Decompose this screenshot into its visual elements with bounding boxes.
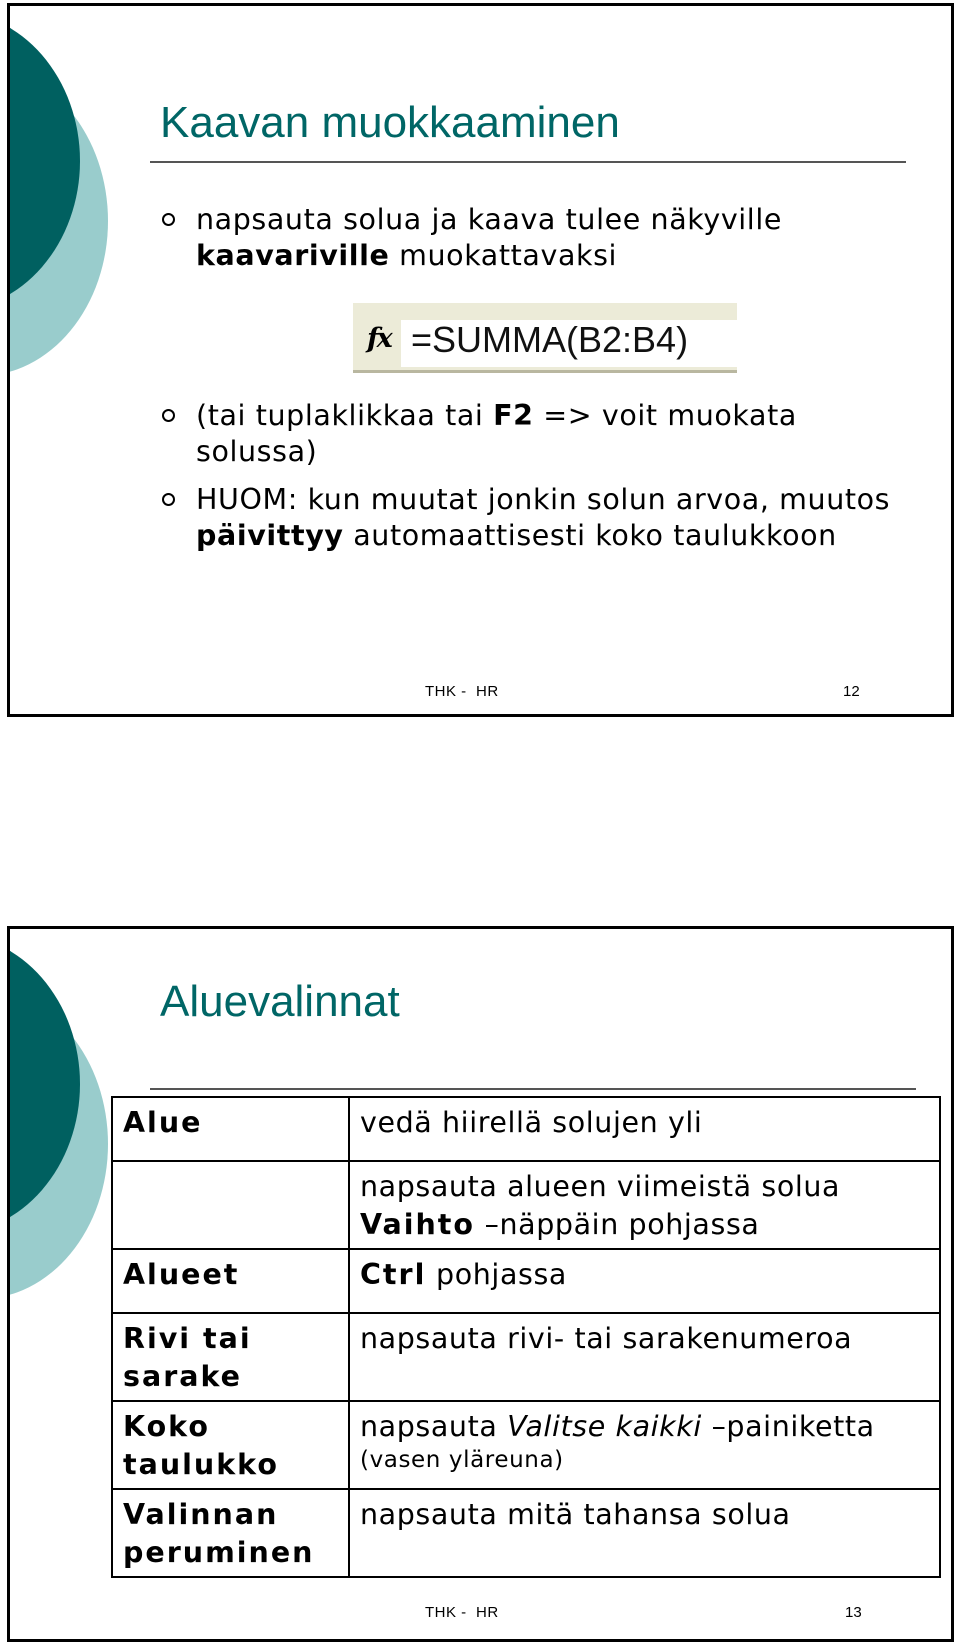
slide-12 — [7, 3, 954, 717]
bullet-text: napsauta solua ja kaava tulee näkyville — [196, 203, 782, 236]
bullet-list-top — [160, 202, 911, 274]
table-cell — [349, 1249, 940, 1313]
formula-text: =SUMMA(B2:B4) — [411, 319, 689, 360]
table-row — [112, 1489, 940, 1577]
table-cell: vedä hiirellä solujen yli — [349, 1097, 940, 1161]
table-label: Alueet — [112, 1249, 349, 1313]
bullet-item — [160, 482, 911, 554]
cell-text: napsauta — [360, 1410, 508, 1443]
table-label: Koko taulukko — [112, 1401, 349, 1489]
fx-icon: fx — [367, 323, 391, 354]
cell-text: napsauta alueen viimeistä solua — [360, 1170, 841, 1203]
table-cell: napsauta mitä tahansa solua — [349, 1489, 940, 1577]
cell-italic: Valitse kaikki — [507, 1410, 702, 1443]
bullet-item — [160, 398, 911, 470]
footer-author: THK - HR — [425, 683, 499, 700]
circle-bullet-icon — [162, 213, 175, 226]
table-row — [112, 1401, 940, 1489]
title-rule — [150, 1088, 916, 1090]
title-rule — [150, 161, 906, 163]
formula-bar — [353, 303, 737, 373]
circle-bullet-icon — [162, 409, 175, 422]
table-row — [112, 1161, 940, 1249]
table-label — [112, 1161, 349, 1249]
table-cell — [349, 1401, 940, 1489]
cell-text: pohjassa — [426, 1258, 567, 1291]
table-label: Alue — [112, 1097, 349, 1161]
table-label: Rivi tai sarake — [112, 1313, 349, 1401]
cell-bold: Ctrl — [360, 1258, 427, 1291]
cell-text: –näppäin pohjassa — [475, 1208, 760, 1241]
bullet-text: => voit muokata solussa) — [196, 399, 797, 468]
page-number: 12 — [843, 683, 860, 700]
bullet-bold: kaavariville — [196, 239, 390, 272]
slide-decoration-arcs — [10, 6, 120, 406]
slide-13 — [7, 926, 954, 1642]
page-number: 13 — [845, 1604, 862, 1621]
cell-note: (vasen yläreuna) — [360, 1447, 564, 1473]
bullet-text: HUOM: kun muutat jonkin solun arvoa, muutos — [196, 483, 891, 516]
footer-author: THK - HR — [425, 1604, 499, 1621]
table-cell — [349, 1161, 940, 1249]
circle-bullet-icon — [162, 493, 175, 506]
bullet-bold: päivittyy — [196, 519, 344, 552]
table-label: Valinnan peruminen — [112, 1489, 349, 1577]
slide-title: Aluevalinnat — [160, 977, 400, 1026]
slide-title: Kaavan muokkaaminen — [160, 98, 620, 147]
bullet-list-bottom — [160, 398, 911, 554]
table-row — [112, 1097, 940, 1161]
table-cell: napsauta rivi- tai sarakenumeroa — [349, 1313, 940, 1401]
cell-text: –painiketta — [701, 1410, 875, 1443]
bullet-text: (tai tuplaklikkaa tai — [196, 399, 494, 432]
table-row — [112, 1313, 940, 1401]
bullet-bold: F2 — [493, 399, 534, 432]
selection-table — [111, 1096, 941, 1578]
cell-bold: Vaihto — [360, 1208, 475, 1241]
bullet-text: muokattavaksi — [389, 239, 618, 272]
bullet-text: automaattisesti koko taulukkoon — [343, 519, 837, 552]
bullet-item — [160, 202, 911, 274]
slide-decoration-arcs — [10, 929, 120, 1329]
table-row — [112, 1249, 940, 1313]
